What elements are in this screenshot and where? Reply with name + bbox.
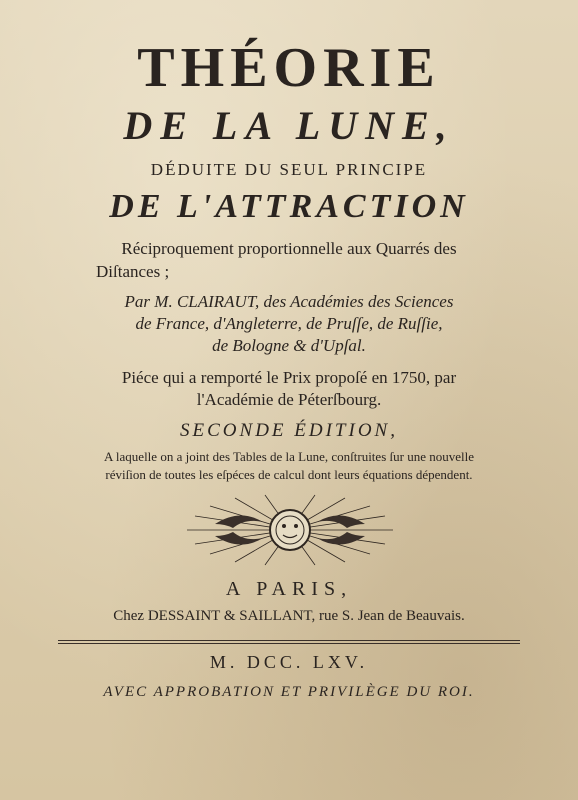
author-line-3: de Bologne & d'Upſal. (212, 336, 366, 355)
prize-line-2: l'Académie de Péterſbourg. (196, 390, 382, 409)
description-line-1: Réciproquement proportionnelle aux Quarrés des (121, 239, 457, 258)
imprint-city: A PARIS, (225, 578, 353, 600)
author-line-1: Par M. CLAIRAUT, des Académies des Sciences (124, 292, 454, 311)
imprint-publisher: Chez DESSAINT & SAILLANT, rue S. Jean de Beauvais. (113, 608, 465, 624)
description-line-2: Diſtances ; (96, 262, 170, 281)
edition-label: SECONDE ÉDITION, (180, 420, 398, 441)
sun-ornament-icon (185, 494, 395, 566)
imprint-approval: AVEC APPROBATION ET PRIVILÈGE DU ROI. (103, 684, 475, 700)
imprint-rule (58, 640, 520, 641)
prize-line-1: Piéce qui a remporté le Prix propoſé en 1750, par (121, 368, 457, 387)
edition-note-1: A laquelle on a joint des Tables de la Lune, conſtruites ſur une nouvelle (104, 449, 474, 464)
title-theorie: THÉORIE (137, 37, 441, 99)
author-line-2: de France, d'Angleterre, de Pruſſe, de Ruſſie, (135, 314, 443, 333)
imprint-rule-2 (58, 643, 520, 644)
subtitle-deduite: DÉDUITE DU SEUL PRINCIPE (150, 160, 428, 179)
title-attraction: DE L'ATTRACTION (109, 188, 469, 225)
imprint-date: M. DCC. LXV. (209, 652, 369, 672)
edition-note-2: réviſion de toutes les eſpéces de calcul dont leurs équations dépendent. (105, 467, 473, 482)
title-de-la-lune: DE LA LUNE, (123, 103, 455, 148)
